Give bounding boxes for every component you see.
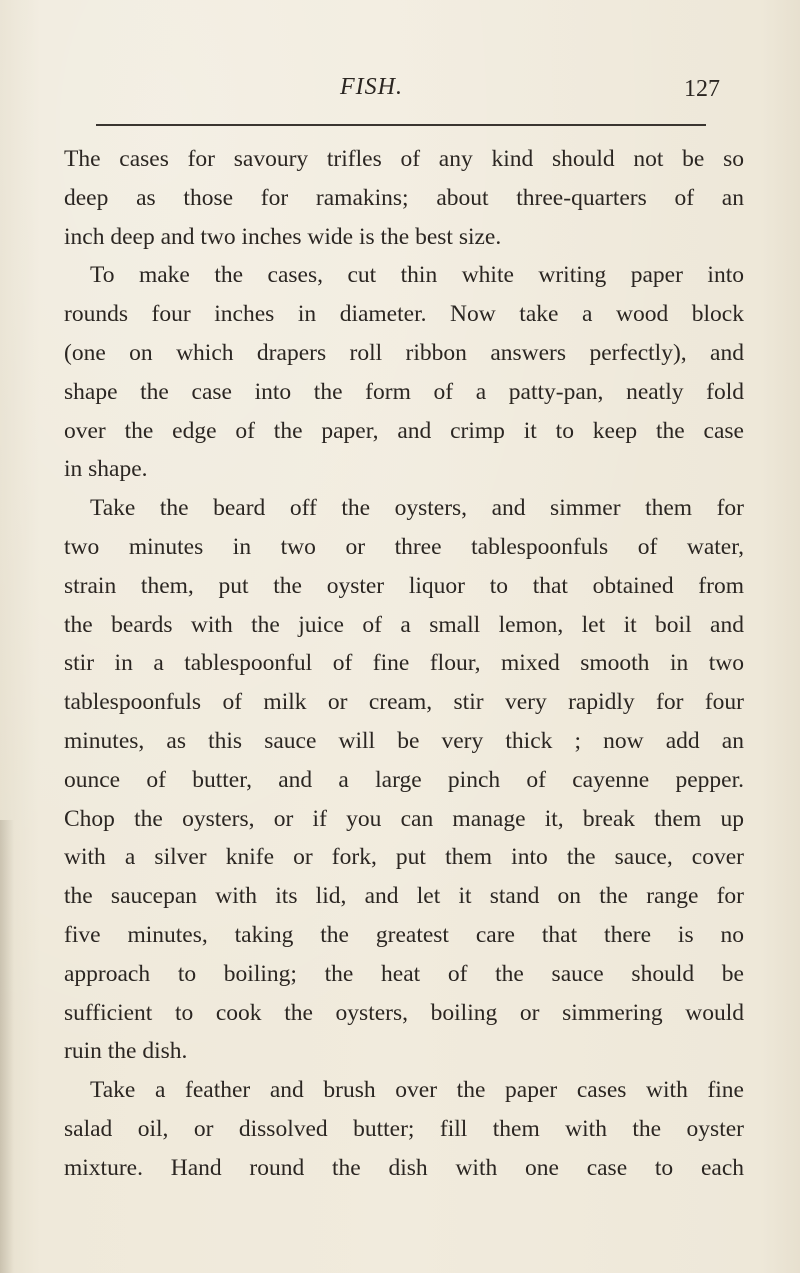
text-line: shape the case into the form of a patty-pan, neatly fold bbox=[64, 378, 744, 405]
text-line: five minutes, taking the greatest care that there is no bbox=[64, 921, 744, 948]
text-line: tablespoonfuls of milk or cream, stir very rapidly for four bbox=[64, 689, 744, 716]
text-line: inch deep and two inches wide is the best size. bbox=[64, 223, 502, 250]
text-line: Take a feather and brush over the paper cases with fine bbox=[90, 1077, 744, 1104]
text-line: The cases for savoury trifles of any kind should not be so bbox=[64, 146, 744, 172]
text-line: rounds four inches in diameter. Now take a wood block bbox=[64, 301, 744, 328]
text-line: strain them, put the oyster liquor to that obtained from bbox=[64, 572, 744, 599]
text-line: the saucepan with its lid, and let it stand on the range for bbox=[64, 883, 744, 910]
body-text bbox=[64, 140, 744, 1188]
text-line: Take the beard off the oysters, and simmer them for bbox=[90, 495, 744, 522]
text-line: Chop the oysters, or if you can manage it, break them up bbox=[64, 805, 744, 832]
running-head: FISH. bbox=[340, 74, 403, 100]
text-line: deep as those for ramakins; about three-quarters of an bbox=[64, 184, 744, 211]
page-number: 127 bbox=[684, 76, 720, 102]
text-line: mixture. Hand round the dish with one case to each bbox=[64, 1154, 744, 1181]
text-line: minutes, as this sauce will be very thick ; now add an bbox=[64, 727, 744, 754]
header-rule bbox=[96, 124, 706, 126]
text-line: To make the cases, cut thin white writing paper into bbox=[90, 262, 744, 289]
text-line: ounce of butter, and a large pinch of cayenne pepper. bbox=[64, 766, 744, 793]
text-line: in shape. bbox=[64, 456, 148, 483]
text-line: approach to boiling; the heat of the sauce should be bbox=[64, 960, 744, 987]
text-line: sufficient to cook the oysters, boiling or simmering would bbox=[64, 999, 744, 1026]
text-line: the beards with the juice of a small lemon, let it boil and bbox=[64, 611, 744, 638]
text-line: two minutes in two or three tablespoonfuls of water, bbox=[64, 533, 744, 560]
page-edge-shadow bbox=[0, 820, 14, 1273]
text-line: over the edge of the paper, and crimp it to keep the case bbox=[64, 417, 744, 444]
text-line: with a silver knife or fork, put them into the sauce, cover bbox=[64, 844, 744, 871]
text-line: (one on which drapers roll ribbon answers perfectly), and bbox=[64, 339, 744, 366]
text-line: salad oil, or dissolved butter; fill them with the oyster bbox=[64, 1115, 744, 1142]
text-line: stir in a tablespoonful of fine flour, mixed smooth in two bbox=[64, 650, 744, 677]
text-line: ruin the dish. bbox=[64, 1038, 188, 1065]
